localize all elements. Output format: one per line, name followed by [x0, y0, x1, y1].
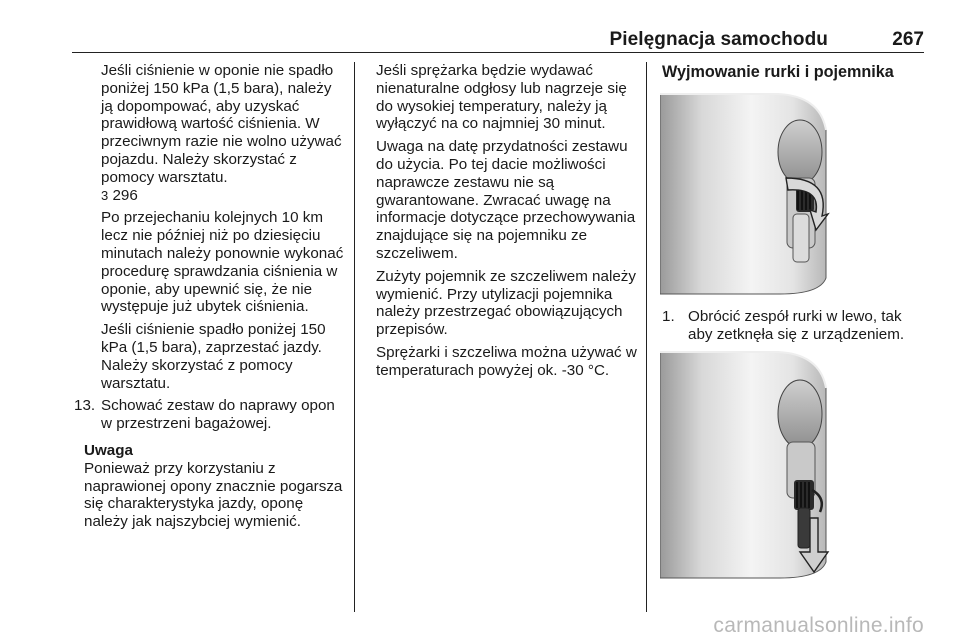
note-text: Ponieważ przy korzystaniu z naprawionej opony znacznie pogarsza się charakterystyka jazdy, oponę należy jak najszybciej wymienić.	[84, 459, 343, 531]
column-middle	[376, 62, 638, 385]
column-divider-left	[354, 62, 355, 612]
section-heading: Wyjmowanie rurki i pojemnika	[662, 63, 894, 81]
step-number: 1.	[662, 307, 675, 325]
paragraph-disposal: Zużyty pojemnik ze szczeliwem należy wymienić. Przy utylizacji pojemnika należy przestrzegać obowiązujących przepisów.	[376, 267, 636, 339]
paragraph-pressure-check	[74, 62, 344, 204]
note-block	[74, 442, 344, 531]
page-ref-arrow-icon: 3	[101, 187, 109, 203]
paragraph-temperature: Sprężarki i szczeliwa można używać w temperaturach powyżej ok. -30 °C.	[376, 343, 637, 379]
illustration-hose-attached	[660, 348, 832, 582]
page-number: 267	[892, 29, 924, 50]
watermark: carmanualsonline.info	[713, 614, 924, 637]
step-text: Obrócić zespół rurki w lewo, tak aby zetknęła się z urządzeniem.	[688, 307, 905, 343]
paragraph-recheck: Po przejechaniu kolejnych 10 km lecz nie później niż po dziesięciu minutach należy ponownie wykonać procedurę sprawdzania ciśnienia w oponie, aby upewnić się, że nie występuje już ubytek ciśnienia.	[101, 209, 344, 316]
column-right	[662, 62, 928, 582]
page-header	[72, 26, 924, 53]
list-text: Schować zestaw do naprawy opon w przestrzeni bagażowej.	[101, 397, 335, 433]
column-divider-right	[646, 62, 647, 612]
paragraph-text: Jeśli ciśnienie w oponie nie spadło poniżej 150 kPa (1,5 bara), należy ją dopompować, aby uzyskać prawidłową wartość ciśnienia. W przeciwnym razie nie wolno używać pojazdu. Należy skorzystać z pomocy warsztatu.	[101, 62, 342, 186]
page-ref-link[interactable]: 296	[112, 186, 138, 204]
paragraph-compressor-noise: Jeśli sprężarka będzie wydawać nienaturalne odgłosy lub nagrzeje się do wysokiej temperatury, należy ją wyłączyć na co najmniej 30 minut.	[376, 62, 627, 133]
illustration-rotate-hose	[660, 90, 832, 296]
note-title: Uwaga	[84, 441, 133, 459]
step-1	[662, 308, 928, 344]
section-title: Pielęgnacja samochodu	[609, 29, 828, 50]
list-number: 13.	[74, 397, 96, 415]
paragraph-expiry-date: Uwaga na datę przydatności zestawu do użycia. Po tej dacie możliwości naprawcze zestawu nie są gwarantowane. Zwracać uwagę na informacje dotyczące przechowywania znajdujące się na pojemniku ze szczeliwem.	[376, 138, 636, 262]
column-left	[74, 62, 344, 531]
paragraph-stop-driving: Jeśli ciśnienie spadło poniżej 150 kPa (1,5 bara), zaprzestać jazdy. Należy skorzystać z pomocy warsztatu.	[101, 321, 326, 392]
list-item-13	[74, 397, 344, 433]
